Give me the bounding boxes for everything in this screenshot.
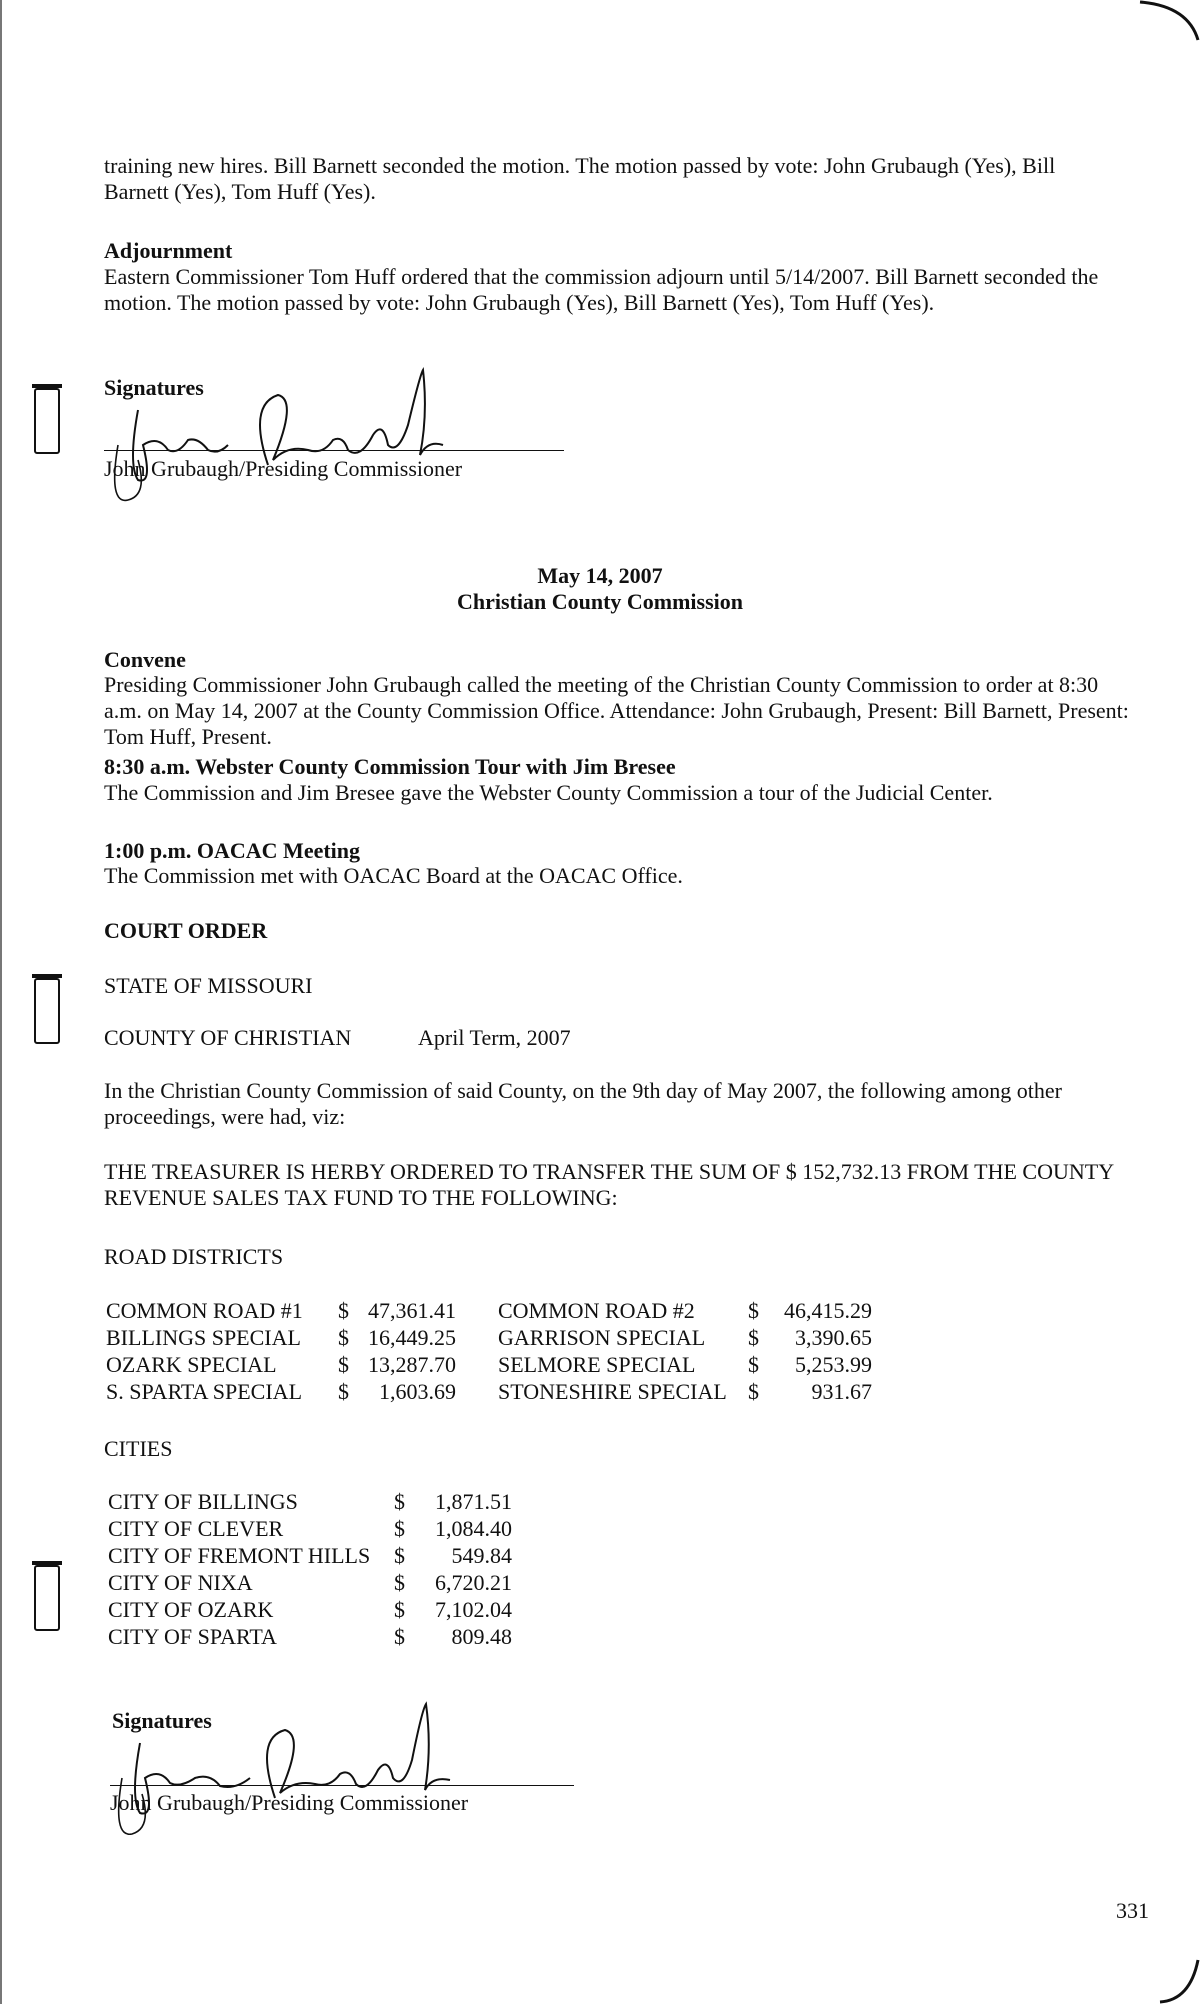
district-amount: 1,603.69 <box>379 1379 456 1404</box>
city-amount: 1,871.51 <box>435 1489 512 1514</box>
road-districts-table <box>106 1298 886 1408</box>
city-amount: 6,720.21 <box>435 1570 512 1595</box>
road-districts-heading: ROAD DISTRICTS <box>104 1244 284 1269</box>
signer-name-2: John Grubaugh/Presiding Commissioner <box>110 1790 469 1815</box>
city-name: CITY OF CLEVER <box>108 1516 284 1541</box>
binder-clip-bottom <box>34 1565 60 1631</box>
district-amount: 16,449.25 <box>368 1325 456 1350</box>
preamble-paragraph: In the Christian County Commission of said County, on the 9th day of May 2007, the following among other proceedings, were had, viz: <box>104 1078 1062 1129</box>
district-amount: 5,253.99 <box>795 1352 872 1377</box>
tour-paragraph: The Commission and Jim Bresee gave the Webster County Commission a tour of the Judicial Center. <box>104 780 993 805</box>
binder-clip-middle <box>34 978 60 1044</box>
district-amount: 47,361.41 <box>368 1298 456 1323</box>
court-order-heading: COURT ORDER <box>104 918 268 943</box>
district-name: STONESHIRE SPECIAL <box>498 1379 727 1404</box>
signature-image <box>98 365 458 515</box>
tour-heading: 8:30 a.m. Webster County Commission Tour with Jim Bresee <box>104 754 676 779</box>
city-amount: 7,102.04 <box>435 1597 512 1622</box>
currency-sign: $ <box>748 1325 759 1350</box>
motion-paragraph: training new hires. Bill Barnett seconded the motion. The motion passed by vote: John Grubaugh (Yes), Bill Barnett (Yes), Tom Huff (Yes). <box>104 153 1056 204</box>
signature-line <box>104 450 564 451</box>
currency-sign: $ <box>394 1516 405 1541</box>
district-amount: 931.67 <box>811 1379 872 1404</box>
city-name: CITY OF OZARK <box>108 1597 274 1622</box>
convene-paragraph: Presiding Commissioner John Grubaugh called the meeting of the Christian County Commission to order at 8:30 a.m. on May 14, 2007 at the County Commission Office. Attendance: John Grubaugh, Present: Bill Barnett, Present: Tom Huff, Present. <box>104 672 1129 749</box>
meeting-body: Christian County Commission <box>456 589 744 614</box>
city-name: CITY OF FREMONT HILLS <box>108 1543 371 1568</box>
currency-sign: $ <box>394 1489 405 1514</box>
currency-sign: $ <box>748 1298 759 1323</box>
signatures-heading-2: Signatures <box>112 1708 212 1733</box>
currency-sign: $ <box>338 1379 349 1404</box>
district-amount: 46,415.29 <box>784 1298 872 1323</box>
oacac-heading: 1:00 p.m. OACAC Meeting <box>104 838 361 863</box>
currency-sign: $ <box>748 1352 759 1377</box>
currency-sign: $ <box>394 1597 405 1622</box>
city-name: CITY OF NIXA <box>108 1570 253 1595</box>
term-line: April Term, 2007 <box>418 1025 571 1050</box>
signatures-heading: Signatures <box>104 375 204 400</box>
binder-clip-top <box>34 388 60 454</box>
currency-sign: $ <box>338 1352 349 1377</box>
signature-image-2 <box>100 1698 470 1848</box>
currency-sign: $ <box>394 1624 405 1649</box>
cities-heading: CITIES <box>104 1436 173 1461</box>
district-name: OZARK SPECIAL <box>106 1352 277 1377</box>
currency-sign: $ <box>394 1543 405 1568</box>
district-name: S. SPARTA SPECIAL <box>106 1379 303 1404</box>
signer-name: John Grubaugh/Presiding Commissioner <box>104 456 463 481</box>
district-name: BILLINGS SPECIAL <box>106 1325 301 1350</box>
signature-line-2 <box>110 1785 574 1786</box>
county-line: COUNTY OF CHRISTIAN <box>104 1025 352 1050</box>
district-name: GARRISON SPECIAL <box>498 1325 706 1350</box>
cities-table <box>108 1489 528 1654</box>
currency-sign: $ <box>338 1325 349 1350</box>
city-amount: 809.48 <box>451 1624 512 1649</box>
district-name: SELMORE SPECIAL <box>498 1352 696 1377</box>
district-amount: 13,287.70 <box>368 1352 456 1377</box>
city-amount: 1,084.40 <box>435 1516 512 1541</box>
currency-sign: $ <box>748 1379 759 1404</box>
district-name: COMMON ROAD #1 <box>106 1298 303 1323</box>
meeting-date: May 14, 2007 <box>537 563 663 588</box>
adjournment-heading: Adjournment <box>104 238 233 263</box>
adjournment-paragraph: Eastern Commissioner Tom Huff ordered that the commission adjourn until 5/14/2007. Bill Barnett seconded the motion. The motion passed by vote: John Grubaugh (Yes), Bill Barnett (Yes), Tom Huff (Yes). <box>104 264 1099 315</box>
city-name: CITY OF SPARTA <box>108 1624 277 1649</box>
district-name: COMMON ROAD #2 <box>498 1298 695 1323</box>
oacac-paragraph: The Commission met with OACAC Board at the OACAC Office. <box>104 863 683 888</box>
currency-sign: $ <box>394 1570 405 1595</box>
state-line: STATE OF MISSOURI <box>104 973 313 998</box>
city-amount: 549.84 <box>451 1543 512 1568</box>
city-name: CITY OF BILLINGS <box>108 1489 298 1514</box>
convene-heading: Convene <box>104 647 186 672</box>
currency-sign: $ <box>338 1298 349 1323</box>
page-number: 331 <box>1116 1898 1149 1923</box>
district-amount: 3,390.65 <box>795 1325 872 1350</box>
order-paragraph: THE TREASURER IS HERBY ORDERED TO TRANSFER THE SUM OF $ 152,732.13 FROM THE COUNTY REVENUE SALES TAX FUND TO THE FOLLOWING: <box>104 1159 1114 1210</box>
